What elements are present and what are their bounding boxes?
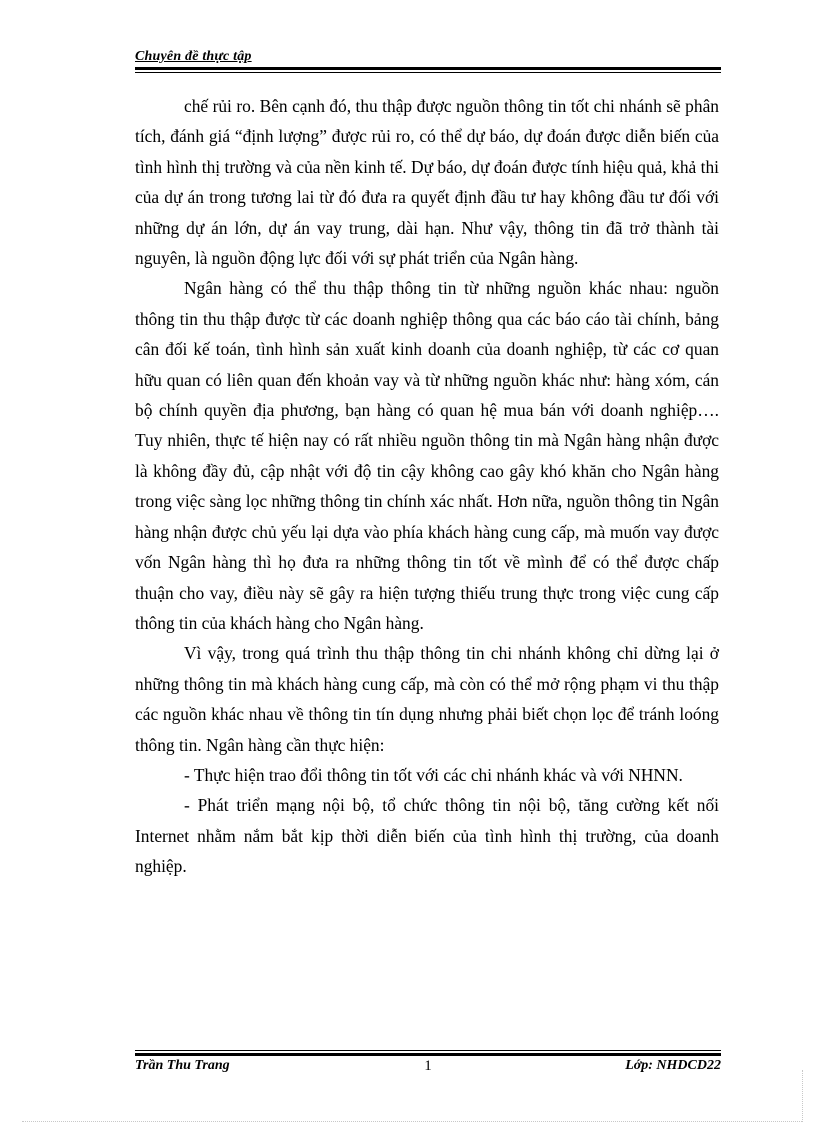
header-title: Chuyên đề thực tập (135, 49, 252, 64)
footer-author: Trần Thu Trang (135, 1058, 230, 1073)
page-right-edge (802, 1070, 803, 1122)
page-number: 1 (424, 1058, 432, 1074)
document-body (135, 91, 719, 882)
footer-rule-thick (135, 1053, 721, 1056)
page-bottom-edge (22, 1121, 802, 1122)
header-rule-thick (135, 67, 721, 70)
footer-class-label: Lớp: NHDCD22 (625, 1058, 721, 1073)
footer-rule-thin (135, 1050, 721, 1051)
paragraph-information-sources: Ngân hàng có thể thu thập thông tin từ những nguồn khác nhau: nguồn thông tin thu thập được từ các doanh nghiệp thông qua các báo cáo tài chính, bảng cân đối kế toán, tình hình sản xuất kinh doanh của doanh nghiệp, từ các cơ quan hữu quan có liên quan đến khoản vay và từ những nguồn khác như: hàng xóm, cán bộ chính quyền địa phương, bạn hàng có quan hệ mua bán với doanh nghiệp…. Tuy nhiên, thực tế hiện nay có rất nhiều nguồn thông tin mà Ngân hàng nhận được là không đầy đủ, cập nhật với độ tin cậy không cao gây khó khăn cho Ngân hàng trong việc sàng lọc những thông tin chính xác nhất. Hơn nữa, nguồn thông tin Ngân hàng nhận được chủ yếu lại dựa vào phía khách hàng cung cấp, mà muốn vay được vốn Ngân hàng thì họ đưa ra những thông tin tốt về mình để có thể được chấp thuận cho vay, điều này sẽ gây ra hiện tượng thiếu trung thực trong việc cung cấp thông tin của khách hàng cho Ngân hàng. (135, 278, 719, 633)
header-rule-thin (135, 72, 721, 73)
list-item-exchange-information: - Thực hiện trao đổi thông tin tốt với các chi nhánh khác và với NHNN. (184, 764, 683, 785)
paragraph-continuation: chế rủi ro. Bên cạnh đó, thu thập được nguồn thông tin tốt chi nhánh sẽ phân tích, đánh giá “định lượng” được rủi ro, có thể dự báo, dự đoán được diễn biến của tình hình thị trường và của nền kinh tế. Dự báo, dự đoán được tính hiệu quả, khả thi của dự án trong tương lai từ đó đưa ra quyết định đầu tư hay không đầu tư đối với những dự án lớn, dự án vay trung, dài hạn. Như vậy, thông tin đã trở thành tài nguyên, là nguồn động lực đối với sự phát triển của Ngân hàng. (135, 96, 719, 269)
list-item-internal-network: - Phát triển mạng nội bộ, tổ chức thông tin nội bộ, tăng cường kết nối Internet nhằm nắm bắt kịp thời diễn biến của tình hình thị trường, của doanh nghiệp. (135, 795, 719, 877)
footer-bar (135, 1058, 721, 1078)
paragraph-therefore: Vì vậy, trong quá trình thu thập thông tin chi nhánh không chỉ dừng lại ở những thông tin mà khách hàng cung cấp, mà còn có thể mở rộng phạm vi thu thập các nguồn khác nhau về thông tin tín dụng nhưng phải biết chọn lọc để tránh loóng thông tin. Ngân hàng cần thực hiện: (135, 643, 719, 755)
